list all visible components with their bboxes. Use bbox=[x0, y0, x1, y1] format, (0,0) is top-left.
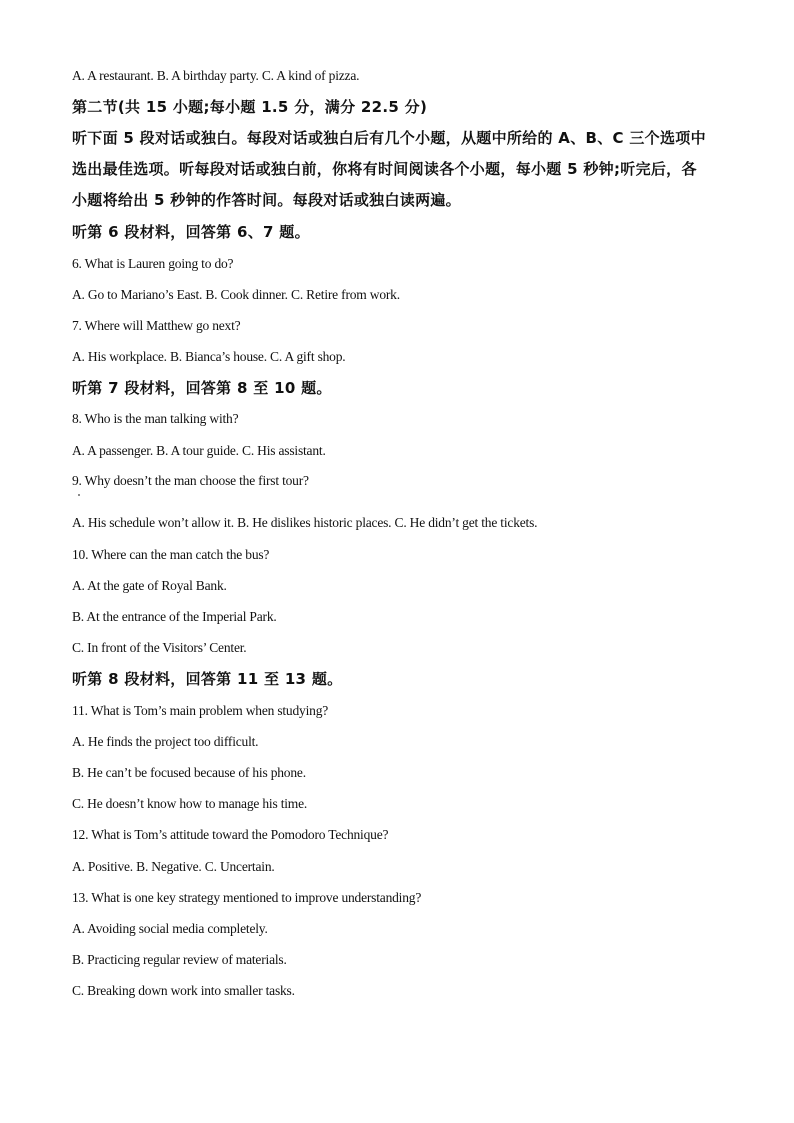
question-12: 12. What is Tom’s attitude toward the Pomodoro Technique? bbox=[72, 827, 389, 842]
question-10-option-c: C. In front of the Visitors’ Center. bbox=[72, 640, 247, 655]
instructions-line-1: 听下面 5 段对话或独白。每段对话或独白后有几个小题，从题中所给的 A、B、C 三个选项中 bbox=[72, 129, 706, 147]
question-8-options: A. A passenger. B. A tour guide. C. His assistant. bbox=[72, 443, 326, 458]
instructions-line-2: 选出最佳选项。听每段对话或独白前，你将有时间阅读各个小题，每小题 5 秒钟;听完后，各 bbox=[72, 160, 697, 178]
question-11-option-a: A. He finds the project too difficult. bbox=[72, 734, 259, 749]
question-7: 7. Where will Matthew go next? bbox=[72, 318, 241, 333]
question-10-option-a: A. At the gate of Royal Bank. bbox=[72, 578, 227, 593]
question-13-option-b: B. Practicing regular review of materials. bbox=[72, 952, 287, 967]
question-13-option-a: A. Avoiding social media completely. bbox=[72, 921, 268, 936]
question-10-option-b: B. At the entrance of the Imperial Park. bbox=[72, 609, 277, 624]
question-6: 6. What is Lauren going to do? bbox=[72, 256, 234, 271]
question-12-options: A. Positive. B. Negative. C. Uncertain. bbox=[72, 859, 275, 874]
question-9-options: A. His schedule won’t allow it. B. He dislikes historic places. C. He didn’t get the tickets. bbox=[72, 515, 538, 530]
instructions-line-3: 小题将给出 5 秒钟的作答时间。每段对话或独白读两遍。 bbox=[72, 191, 461, 209]
question-7-options: A. His workplace. B. Bianca’s house. C. A gift shop. bbox=[72, 349, 346, 364]
question-8: 8. Who is the man talking with? bbox=[72, 411, 239, 426]
q5-options: A. A restaurant. B. A birthday party. C. A kind of pizza. bbox=[72, 68, 360, 83]
segment-7-heading: 听第 7 段材料，回答第 8 至 10 题。 bbox=[72, 379, 332, 397]
question-6-options: A. Go to Mariano’s East. B. Cook dinner. C. Retire from work. bbox=[72, 287, 400, 302]
question-9: 9. Why doesn’t the man choose the first tour? bbox=[72, 473, 309, 488]
segment-6-heading: 听第 6 段材料，回答第 6、7 题。 bbox=[72, 223, 310, 241]
question-13: 13. What is one key strategy mentioned to improve understanding? bbox=[72, 890, 422, 905]
question-10: 10. Where can the man catch the bus? bbox=[72, 547, 270, 562]
question-11: 11. What is Tom’s main problem when studying? bbox=[72, 703, 329, 718]
section2-title: 第二节(共 15 小题;每小题 1.5 分，满分 22.5 分) bbox=[72, 98, 428, 116]
stray-mark bbox=[78, 494, 80, 496]
segment-8-heading: 听第 8 段材料，回答第 11 至 13 题。 bbox=[72, 670, 343, 688]
question-11-option-b: B. He can’t be focused because of his phone. bbox=[72, 765, 306, 780]
question-11-option-c: C. He doesn’t know how to manage his time. bbox=[72, 796, 308, 811]
question-13-option-c: C. Breaking down work into smaller tasks. bbox=[72, 983, 295, 998]
